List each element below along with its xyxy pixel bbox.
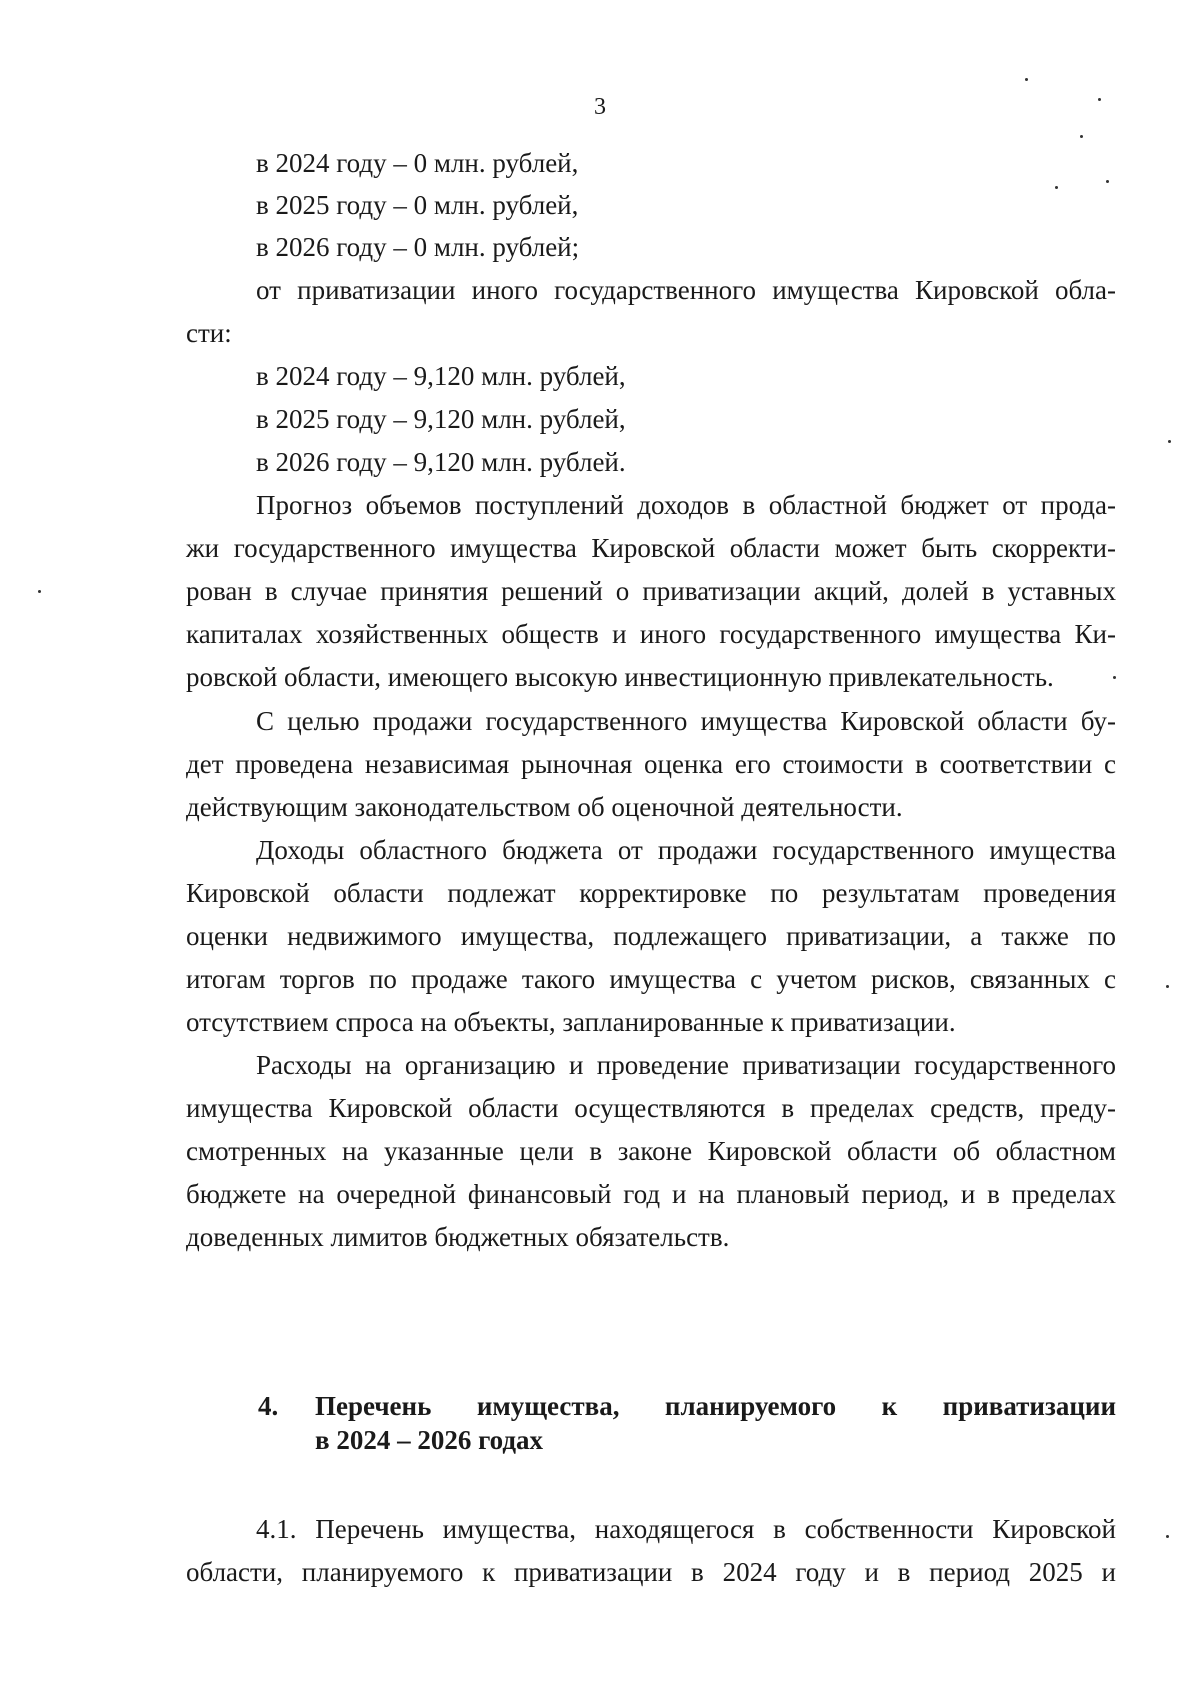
- paragraph-line: бюджете на очередной финансовый год и на плановый период, и в пределах: [186, 1179, 1116, 1209]
- list-item: в 2024 году – 9,120 млн. рублей,: [256, 361, 626, 391]
- paragraph-line: имущества Кировской области осуществляются в пределах средств, преду-: [186, 1093, 1116, 1123]
- paragraph-line: рован в случае принятия решений о приватизации акций, долей в уставных: [186, 576, 1116, 606]
- paragraph-line: от приватизации иного государственного имущества Кировской обла-: [256, 275, 1116, 305]
- list-item: в 2024 году – 0 млн. рублей,: [256, 148, 579, 178]
- paragraph-line: отсутствием спроса на объекты, запланированные к приватизации.: [186, 1007, 956, 1037]
- scan-speck: [1106, 180, 1109, 183]
- paragraph-line: дет проведена независимая рыночная оценка его стоимости в соответствии с: [186, 749, 1116, 779]
- scan-speck: [1055, 186, 1058, 189]
- paragraph-line: ровской области, имеющего высокую инвестиционную привлекательность.: [186, 662, 1054, 692]
- section-heading: Перечень имущества, планируемого к приватизации: [315, 1391, 1116, 1421]
- scan-speck: [1166, 1535, 1169, 1538]
- scan-speck: [1080, 135, 1083, 138]
- scan-speck: [1166, 985, 1169, 988]
- paragraph-line: С целью продажи государственного имущества Кировской области бу-: [256, 706, 1116, 736]
- scan-speck: [38, 590, 41, 593]
- list-item: в 2026 году – 0 млн. рублей;: [256, 232, 580, 262]
- paragraph-line: доведенных лимитов бюджетных обязательств.: [186, 1222, 730, 1252]
- paragraph-line: сти:: [186, 318, 232, 348]
- paragraph-line: действующим законодательством об оценочной деятельности.: [186, 792, 903, 822]
- scan-speck: [1168, 440, 1171, 443]
- subsection-line: области, планируемого к приватизации в 2024 году и в период 2025 и: [186, 1557, 1116, 1587]
- scan-speck: [1113, 676, 1116, 679]
- paragraph-line: жи государственного имущества Кировской области может быть скорректи-: [186, 533, 1116, 563]
- section-heading-continued: в 2024 – 2026 годах: [315, 1425, 544, 1455]
- scan-speck: [1025, 78, 1028, 81]
- scan-speck: [1098, 98, 1101, 101]
- paragraph-line: капиталах хозяйственных обществ и иного государственного имущества Ки-: [186, 619, 1116, 649]
- paragraph-line: смотренных на указанные цели в законе Кировской области об областном: [186, 1136, 1116, 1166]
- paragraph-line: оценки недвижимого имущества, подлежащего приватизации, а также по: [186, 921, 1116, 951]
- list-item: в 2026 году – 9,120 млн. рублей.: [256, 447, 626, 477]
- section-number: 4.: [258, 1391, 279, 1421]
- page-number: 3: [594, 94, 606, 120]
- subsection-line: 4.1. Перечень имущества, находящегося в собственности Кировской: [256, 1514, 1116, 1544]
- paragraph-line: итогам торгов по продаже такого имущества с учетом рисков, связанных с: [186, 964, 1116, 994]
- paragraph-line: Доходы областного бюджета от продажи государственного имущества: [256, 835, 1116, 865]
- paragraph-line: Кировской области подлежат корректировке по результатам проведения: [186, 878, 1116, 908]
- paragraph-line: Расходы на организацию и проведение приватизации государственного: [256, 1050, 1116, 1080]
- paragraph-line: Прогноз объемов поступлений доходов в областной бюджет от прода-: [256, 490, 1116, 520]
- list-item: в 2025 году – 0 млн. рублей,: [256, 190, 579, 220]
- list-item: в 2025 году – 9,120 млн. рублей,: [256, 404, 626, 434]
